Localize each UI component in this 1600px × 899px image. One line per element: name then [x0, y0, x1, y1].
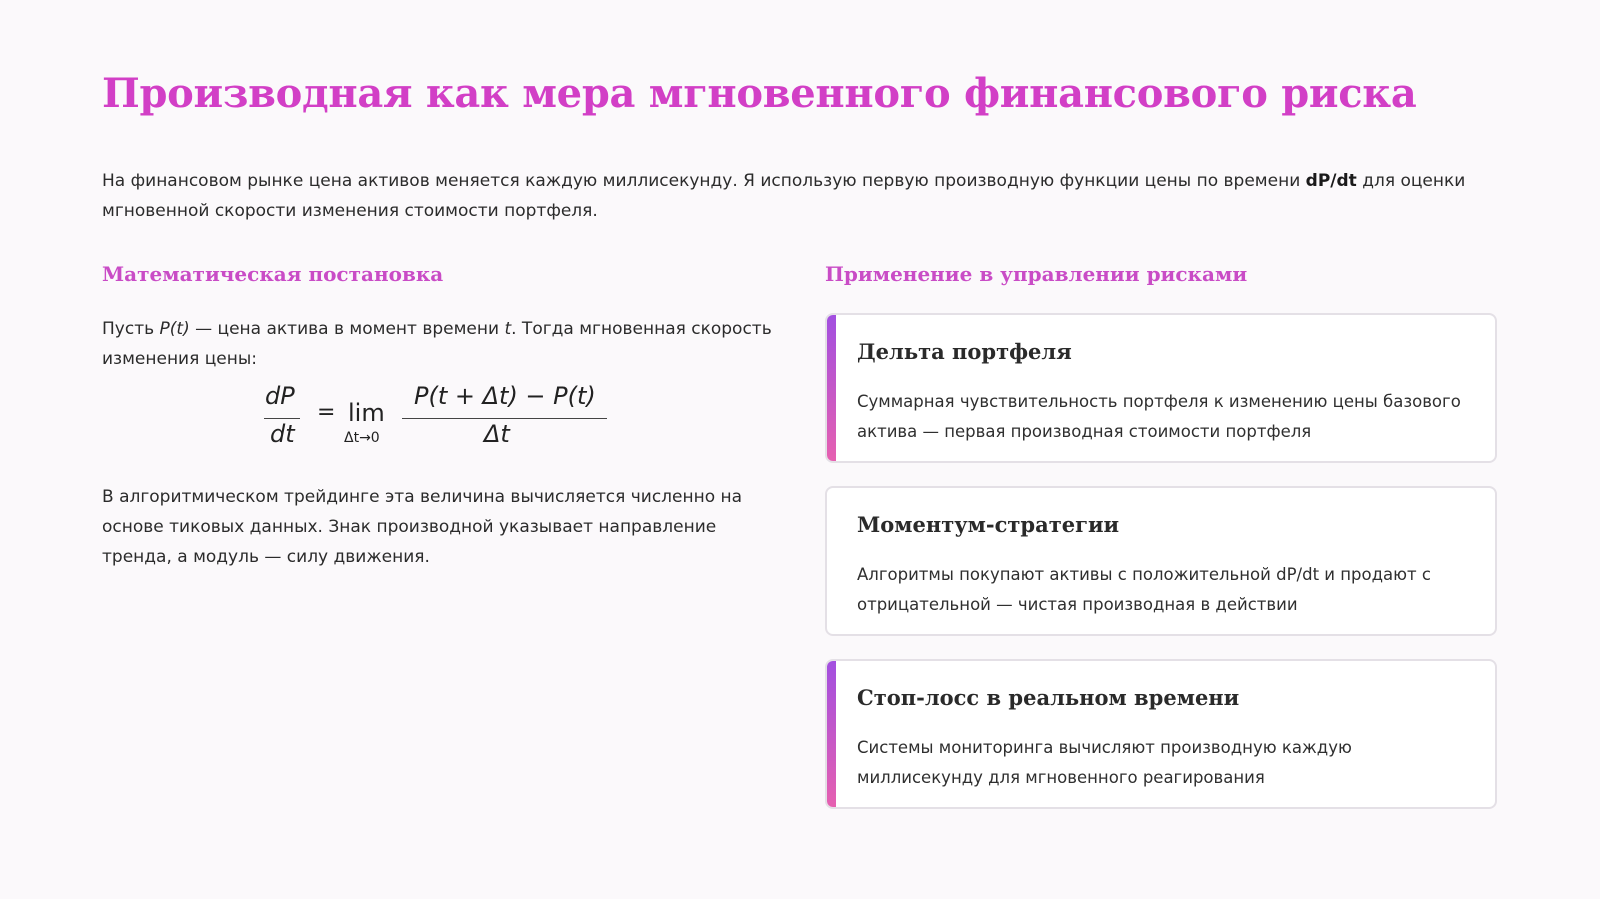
formula-lhs-denominator: dt — [270, 420, 295, 448]
derivative-formula — [262, 380, 622, 470]
card-accent-bar — [827, 315, 836, 461]
risk-management-heading: Применение в управлении рисками — [825, 262, 1248, 286]
setup-variable-price: P(t) — [159, 319, 190, 339]
intro-text-end: для оценки мгновенной скорости изменения стоимости портфеля. — [102, 171, 1466, 221]
card-description: Суммарная чувствительность портфеля к изменению цены базового актива — первая производная стоимости портфеля — [857, 392, 1461, 441]
intro-paragraph — [102, 166, 1492, 226]
card-title: Стоп-лосс в реальном времени — [857, 685, 1240, 710]
setup-text-3: . Тогда мгновенная скорость изменения цены: — [102, 319, 772, 369]
intro-text-start: На финансовом рынке цена активов меняется каждую миллисекунду. Я использую первую производную функции цены по времени — [102, 171, 1306, 191]
formula-equals: = — [317, 400, 336, 425]
card-description: Алгоритмы покупают активы с положительной dP/dt и продают с отрицательной — чистая производная в действии — [857, 565, 1431, 614]
math-setup-heading: Математическая постановка — [102, 262, 444, 286]
card-accent-bar — [827, 661, 836, 807]
formula-lhs-numerator: dP — [265, 382, 295, 410]
card-portfolio-delta — [825, 313, 1497, 463]
setup-text-2: — цена актива в момент времени — [189, 319, 505, 339]
formula-lim-subscript: Δt→0 — [344, 430, 380, 446]
formula-rhs-fraction-bar — [402, 418, 607, 419]
formula-rhs-denominator: Δt — [484, 420, 510, 448]
page-title: Производная как мера мгновенного финансового риска — [102, 70, 1417, 117]
intro-emphasis: dP/dt — [1305, 171, 1357, 191]
formula-rhs-numerator: P(t + Δt) − P(t) — [414, 382, 596, 410]
card-description: Системы мониторинга вычисляют производную каждую миллисекунду для мгновенного реагирования — [857, 738, 1352, 787]
card-momentum-strategies — [825, 486, 1497, 636]
card-title: Дельта портфеля — [857, 339, 1072, 364]
card-title: Моментум-стратегии — [857, 512, 1120, 537]
formula-lim: lim — [348, 399, 385, 427]
card-realtime-stop-loss — [825, 659, 1497, 809]
algo-trading-paragraph: В алгоритмическом трейдинге эта величина вычисляется численно на основе тиковых данных. Знак производной указывает направление тренда, а модуль — силу движения. — [102, 487, 743, 567]
formula-lhs-fraction-bar — [264, 418, 300, 419]
setup-paragraph — [102, 314, 782, 374]
setup-text-1: Пусть — [102, 319, 160, 339]
setup-variable-time: t — [504, 319, 512, 339]
